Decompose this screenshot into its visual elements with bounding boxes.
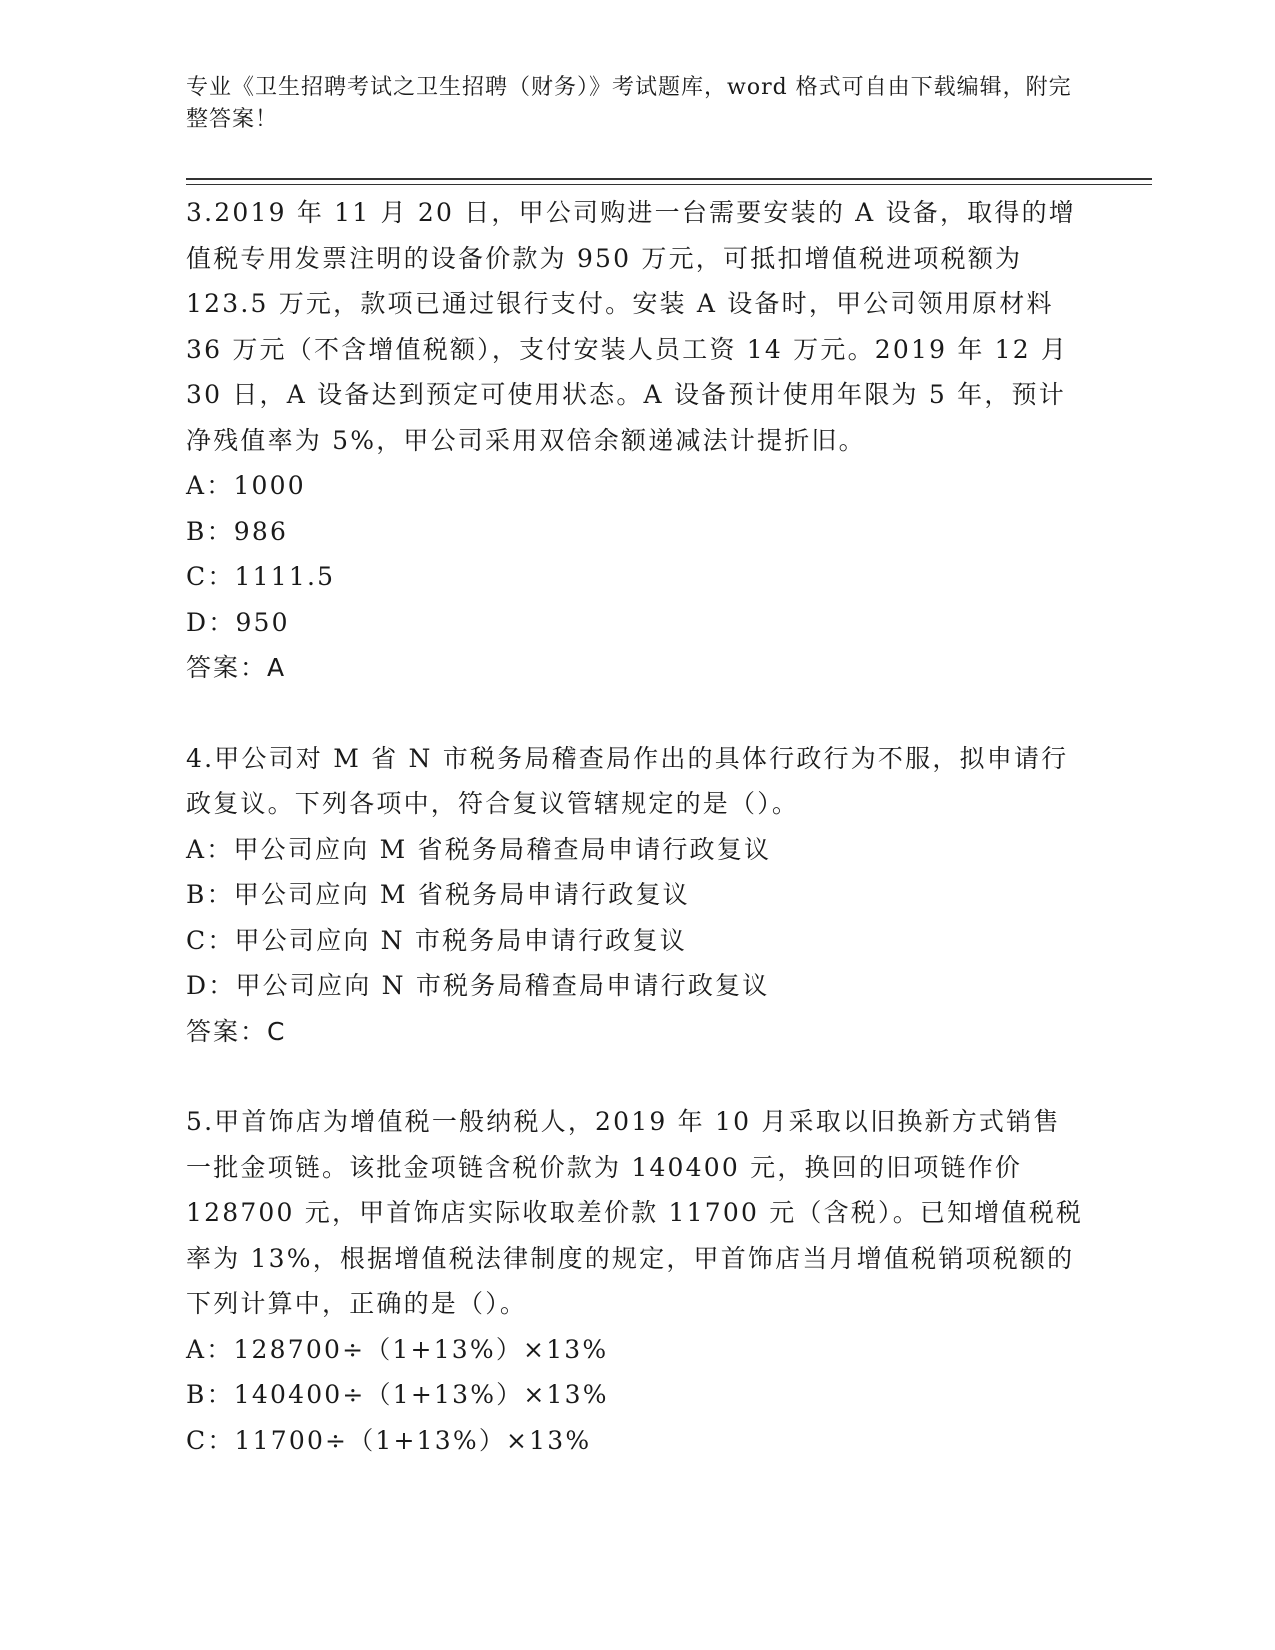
answer-line: 答案：C [186, 1016, 287, 1046]
option-c: C：1111.5 [186, 562, 336, 591]
question-5 [186, 1099, 1086, 1463]
option-b: B：140400÷（1+13%）×13% [186, 1380, 609, 1409]
header-divider-thin [186, 184, 1152, 185]
question-3 [186, 190, 1086, 691]
option-c: C：11700÷（1+13%）×13% [186, 1425, 592, 1455]
option-a: A：甲公司应向 M 省税务局稽查局申请行政复议 [186, 834, 772, 864]
question-spacer [186, 691, 1086, 736]
answer-line: 答案：A [186, 653, 287, 682]
option-b: B：甲公司应向 M 省税务局申请行政复议 [186, 880, 690, 909]
option-a: A：128700÷（1+13%）×13% [186, 1334, 609, 1364]
document-header: 专业《卫生招聘考试之卫生招聘（财务）》考试题库，word 格式可自由下载编辑，附完整答案！ [186, 75, 1072, 132]
question-spacer [186, 1054, 1086, 1099]
header-divider-thick [186, 178, 1152, 180]
question-list [186, 190, 1086, 1463]
option-c: C：甲公司应向 N 市税务局申请行政复议 [186, 925, 687, 955]
question-stem: 5.甲首饰店为增值税一般纳税人，2019 年 10 月采取以旧换新方式销售一批金项链。该批金项链含税价款为 140400 元，换回的旧项链作价 128700 元，甲首饰店实际收取差价款 11700 元（含税）。已知增值税税率为 13%，根据增值税法律制度的规定，甲首饰店当月增值税销项税额的下列计算中，正确的是（）。 [186, 1107, 1084, 1318]
option-d: D：950 [186, 607, 290, 637]
question-stem: 4.甲公司对 M 省 N 市税务局稽查局作出的具体行政行为不服，拟申请行政复议。下列各项中，符合复议管辖规定的是（）。 [186, 743, 1069, 818]
question-stem: 3.2019 年 11 月 20 日，甲公司购进一台需要安装的 A 设备，取得的增值税专用发票注明的设备价款为 950 万元，可抵扣增值税进项税额为 123.5 万元，款项已通过银行支付。安装 A 设备时，甲公司领用原材料 36 万元（不含增值税额），支付安装人员工资 14 万元。2019 年 12 月 30 日，A 设备达到预定可使用状态。A 设备预计使用年限为 5 年，预计净残值率为 5%，甲公司采用双倍余额递减法计提折旧。 [186, 198, 1076, 455]
option-b: B：986 [186, 516, 289, 546]
option-a: A：1000 [186, 471, 306, 500]
question-4 [186, 736, 1086, 1055]
option-d: D：甲公司应向 N 市税务局稽查局申请行政复议 [186, 971, 770, 1000]
